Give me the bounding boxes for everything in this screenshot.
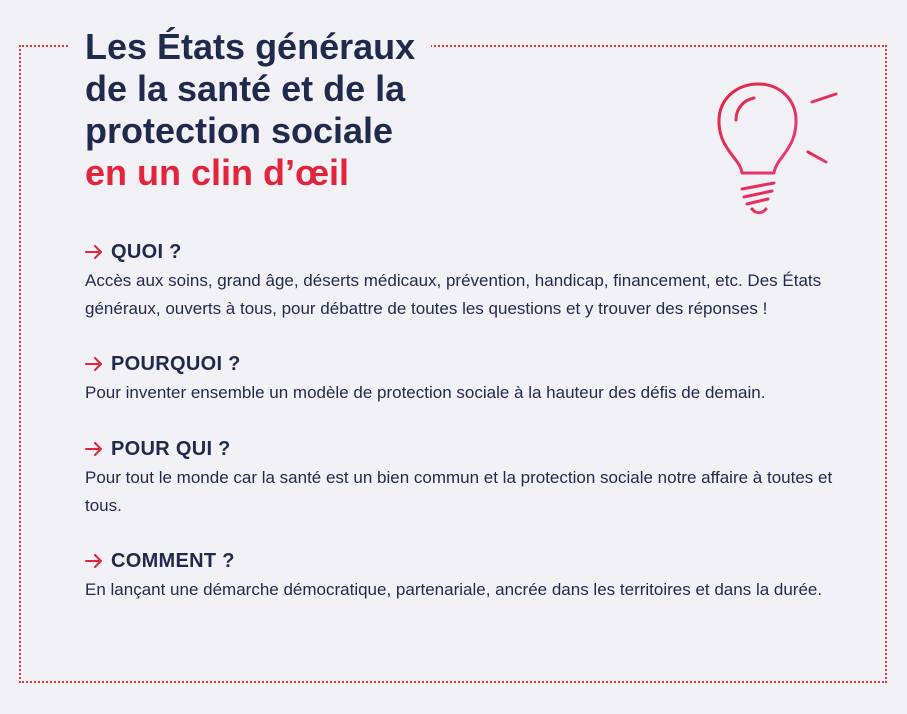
section-body: Pour inventer ensemble un modèle de protection sociale à la hauteur des défis de demain.	[85, 383, 766, 402]
section-heading-label: COMMENT ?	[111, 550, 235, 572]
arrow-right-icon	[85, 245, 103, 259]
section-heading-label: POUR QUI ?	[111, 438, 231, 460]
section-comment	[85, 549, 845, 604]
section-body: Pour tout le monde car la santé est un bien commun et la protection sociale notre affaire à toutes et tous.	[85, 468, 833, 515]
title-line-2: de la santé et de la	[85, 68, 406, 109]
section-heading	[85, 352, 845, 376]
title-line-3: protection sociale	[85, 110, 394, 151]
section-heading	[85, 240, 845, 264]
section-heading	[85, 549, 845, 573]
title-accent-line: en un clin d’œil	[85, 152, 349, 193]
arrow-right-icon	[85, 442, 103, 456]
section-body: En lançant une démarche démocratique, partenariale, ancrée dans les territoires et dans la durée.	[85, 580, 823, 599]
section-body: Accès aux soins, grand âge, déserts médicaux, prévention, handicap, financement, etc. Des États généraux, ouverts à tous, pour débattre de toutes les questions et y trouver des réponses !	[85, 271, 822, 318]
lightbulb-icon	[700, 78, 850, 223]
section-heading-label: POURQUOI ?	[111, 353, 241, 375]
page-title	[70, 26, 431, 194]
arrow-right-icon	[85, 357, 103, 371]
section-heading	[85, 437, 845, 461]
section-quoi	[85, 240, 845, 323]
title-line-1: Les États généraux	[85, 26, 416, 67]
section-heading-label: QUOI ?	[111, 241, 182, 263]
section-pourquoi	[85, 352, 845, 407]
arrow-right-icon	[85, 554, 103, 568]
section-pour-qui	[85, 437, 845, 520]
